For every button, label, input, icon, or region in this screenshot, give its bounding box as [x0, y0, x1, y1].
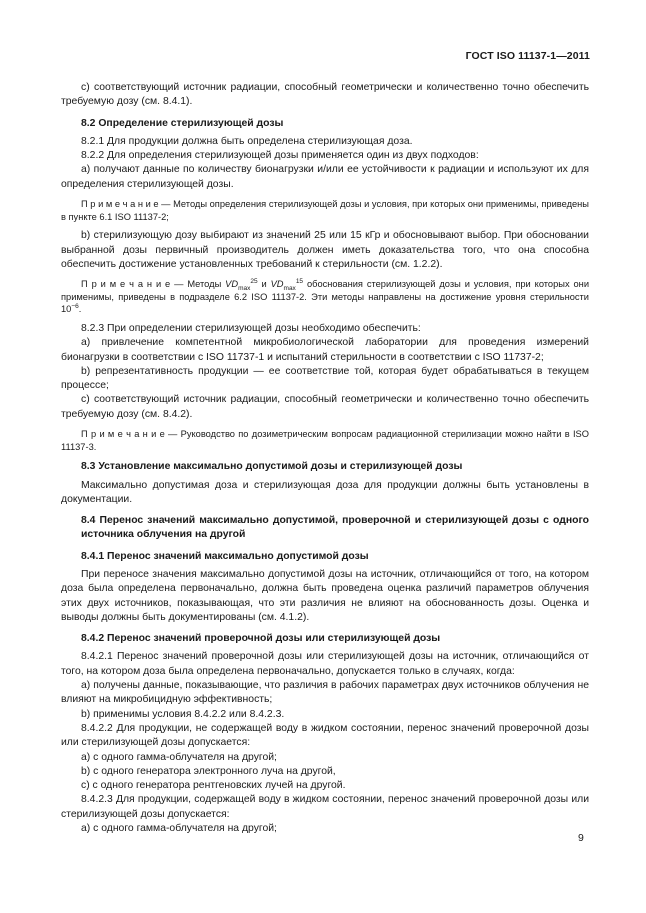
paragraph: 8.2.1 Для продукции должна быть определена стерилизующая доза. [81, 135, 413, 147]
paragraph: 8.2.2 Для определения стерилизующей дозы применяется один из двух подходов: [81, 150, 479, 162]
superscript: 25 [250, 278, 258, 286]
paragraph: b) применимы условия 8.4.2.2 или 8.4.2.3. [81, 708, 285, 720]
note: П р и м е ч а н и е — Руководство по дозиметрическим вопросам радиационной стерилизации можно найти в ISO 11137-3. [61, 429, 589, 452]
superscript: 15 [295, 278, 304, 286]
paragraph: b) с одного генератора электронного луча на другой, [81, 765, 336, 777]
paragraph: с) соответствующий источник радиации, способный геометрически и количественно точно обеспечить требуемую дозу (см. 8.4.2). [61, 394, 589, 420]
section-heading-8-2: 8.2 Определение стерилизующей дозы [81, 117, 284, 129]
paragraph: 8.4.2.1 Перенос значений проверочной дозы или стерилизующей дозы на источник, отличающийся от того, на котором доза была определена первоначально, допускается только в случаях, когда: [61, 651, 589, 677]
section-heading-8-4: 8.4 Перенос значений максимально допустимой, проверочной и стерилизующей дозы с одного источника облучения на другой [81, 515, 589, 541]
section-heading-8-4-1: 8.4.1 Перенос значений максимально допустимой дозы [81, 550, 369, 562]
paragraph: с) с одного генератора рентгеновских лучей на другой. [81, 780, 346, 792]
section-heading-8-3: 8.3 Установление максимально допустимой дозы и стерилизующей дозы [81, 461, 463, 473]
superscript: −6 [71, 303, 79, 311]
note-text: П р и м е ч а н и е — Методы [81, 279, 226, 290]
paragraph: b) репрезентативность продукции — ее соответствие той, которая будет обрабатываться в текущем процессе; [61, 365, 589, 392]
note-text: . [78, 304, 82, 315]
section-heading-8-4-2: 8.4.2 Перенос значений проверочной дозы или стерилизующей дозы [81, 633, 441, 645]
paragraph: 8.2.3 При определении стерилизующей дозы необходимо обеспечить: [81, 322, 421, 334]
paragraph: При переносе значения максимально допустимой дозы на источник, отличающийся от того, на котором доза была определена первоначально, должна быть проведена оценка различий параметров облучения этих двух источников, показывающая, что эти различия не влияют на обоснованность дозы. Оценка и выводы должны быть документированы (см. 4.1.2). [61, 568, 589, 623]
paragraph: b) стерилизующую дозу выбирают из значений 25 или 15 кГр и обосновывают выбор. При обосновании выбранной дозы первичный производитель должен иметь доказательства того, что она способна обеспечить достижение установленных требований к стерильности (см. 1.2.2). [61, 230, 589, 270]
subscript: max [238, 285, 251, 293]
paragraph: а) с одного гамма-облучателя на другой; [81, 751, 277, 763]
note-text: и [257, 279, 271, 290]
paragraph: а) получены данные, показывающие, что различия в рабочих параметрах двух источников облучения не влияют на микробицидную эффективность; [61, 680, 589, 706]
paragraph: а) с одного гамма-облучателя на другой; [81, 823, 277, 835]
page-content [61, 81, 589, 836]
vd-symbol: VD [270, 279, 284, 290]
vd-symbol: VD [225, 279, 239, 290]
paragraph: а) привлечение компетентной микробиологической лаборатории для проведения измерений бионагрузки в соответствии с ISO 11737-1 и испытаний стерильности в соответствии с ISO 11737-2; [61, 337, 589, 363]
page-number: 9 [578, 832, 584, 844]
note-text: обоснования стерилизующей дозы и условия, при которых они применимы, приведены в подразделе 6.2 ISO 11137-2. Эти методы направлены на достижение уровня стерильности 10 [61, 279, 590, 315]
note-vdmax [61, 278, 589, 316]
paragraph: 8.4.2.2 Для продукции, не содержащей воду в жидком состоянии, перенос значений проверочной дозы или стерилизующей дозы допускается: [61, 722, 589, 749]
paragraph: 8.4.2.3 Для продукции, содержащей воду в жидком состоянии, перенос значений проверочной дозы или стерилизующей дозы допускается: [61, 794, 589, 820]
paragraph: Максимально допустимая доза и стерилизующая доза для продукции должны быть установлены в документации. [61, 479, 589, 505]
paragraph: а) получают данные по количеству бионагрузки и/или ее устойчивости к радиации и используют их для определения стерилизующей дозы. [61, 164, 589, 190]
document-header: ГОСТ ISO 11137-1—2011 [465, 50, 590, 62]
paragraph: с) соответствующий источник радиации, способный геометрически и количественно точно обеспечить требуемую дозу (см. 8.4.1). [61, 82, 589, 108]
note: П р и м е ч а н и е — Методы определения стерилизующей дозы и условия, при которых они применимы, приведены в пункте 6.1 ISO 11137-2; [61, 199, 589, 222]
subscript: max [283, 285, 296, 293]
